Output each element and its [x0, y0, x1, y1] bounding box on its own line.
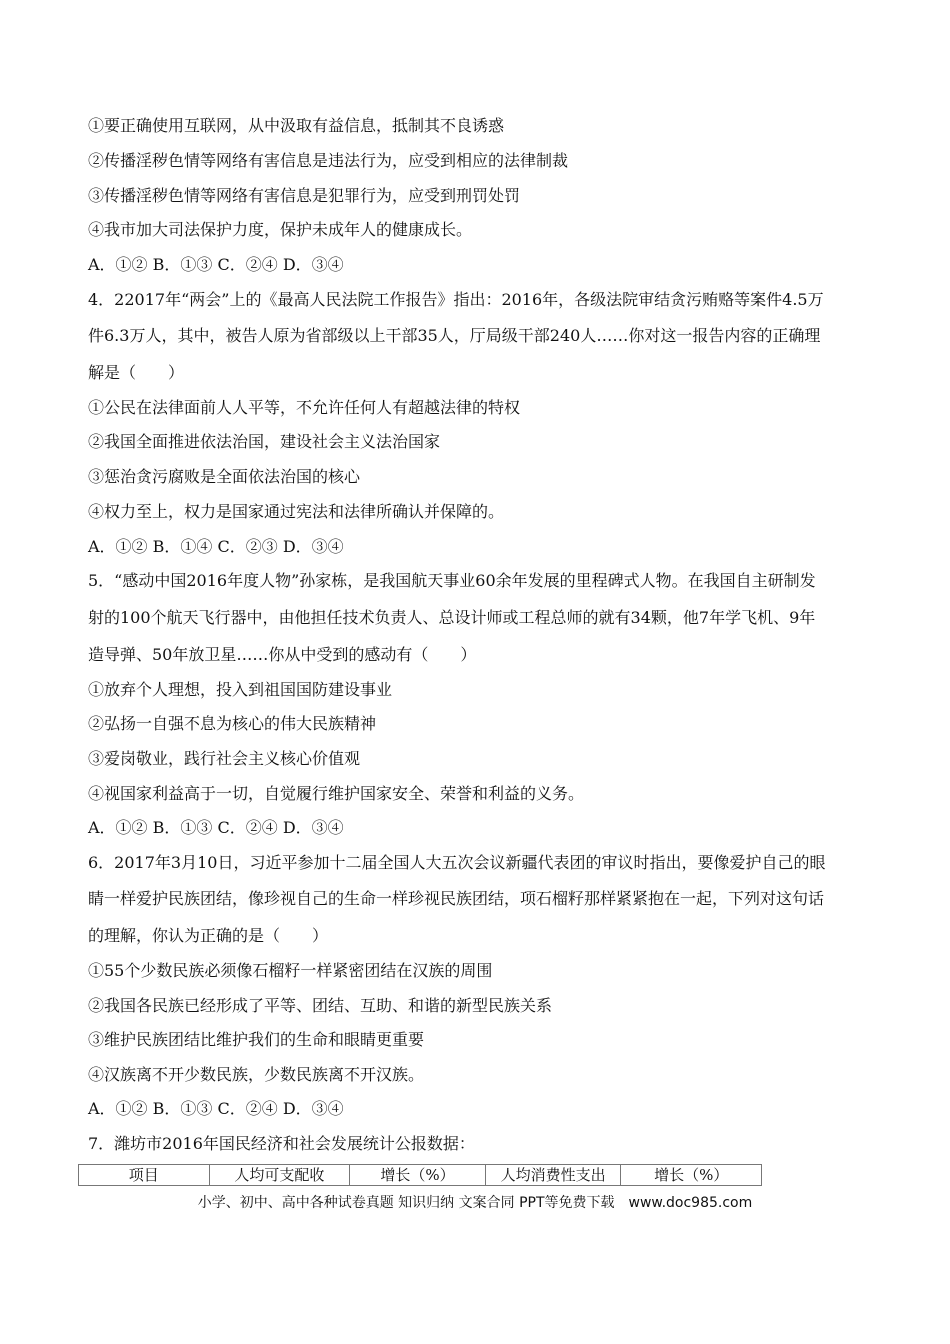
q6-answer-choices: A．①② B．①③ C．②④ D．③④ [88, 1099, 344, 1118]
q5-stem-line-1: 5．“感动中国2016年度人物”孙家栋，是我国航天事业60余年发展的里程碑式人物。在我国自主研制发 [88, 571, 816, 590]
q5-stem-line-2: 射的100个航天飞行器中，由他担任技术负责人、总设计师或工程总师的就有34颗，他7年学飞机、9年 [88, 608, 816, 627]
q5-option-1: ①放弃个人理想，投入到祖国国防建设事业 [88, 680, 393, 699]
q6-option-3: ③维护民族团结比维护我们的生命和眼睛更重要 [88, 1030, 425, 1049]
q5-stem-line-3: 造导弹、50年放卫星……你从中受到的感动有（ ） [88, 645, 477, 664]
q6-stem-line-1: 6．2017年3月10日，习近平参加十二届全国人大五次会议新疆代表团的审议时指出，要像爱护自己的眼 [88, 853, 826, 872]
table-header-cell: 项目 [79, 1165, 210, 1185]
q4-stem-line-3: 解是（ ） [88, 363, 185, 382]
q7-stem: 7．潍坊市2016年国民经济和社会发展统计公报数据： [88, 1134, 475, 1153]
table-header-cell: 增长（%） [350, 1165, 486, 1185]
q4-stem-line-1: 4．22017年“两会”上的《最高人民法院工作报告》指出：2016年，各级法院审结贪污贿赂等案件4.5万 [88, 290, 824, 309]
q3-option-4: ④我市加大司法保护力度，保护未成年人的健康成长。 [88, 220, 473, 239]
q4-option-2: ②我国全面推进依法治国，建设社会主义法治国家 [88, 432, 441, 451]
statistics-table-header [78, 1164, 762, 1186]
page-footer: 小学、初中、高中各种试卷真题 知识归纳 文案合同 PPT等免费下载 www.doc985.com [197, 1195, 753, 1211]
q6-option-1: ①55个少数民族必须像石榴籽一样紧密团结在汉族的周围 [88, 961, 493, 980]
q5-option-4: ④视国家利益高于一切，自觉履行维护国家安全、荣誉和利益的义务。 [88, 784, 585, 803]
q6-option-2: ②我国各民族已经形成了平等、团结、互助、和谐的新型民族关系 [88, 996, 553, 1015]
q4-answer-choices: A．①② B．①④ C．②③ D．③④ [88, 537, 344, 556]
q5-option-2: ②弘扬一自强不息为核心的伟大民族精神 [88, 714, 377, 733]
q4-stem-line-2: 件6.3万人，其中，被告人原为省部级以上干部35人，厅局级干部240人……你对这一报告内容的正确理 [88, 326, 821, 345]
table-header-cell: 增长（%） [654, 1166, 729, 1184]
q4-option-3: ③惩治贪污腐败是全面依法治国的核心 [88, 467, 361, 486]
table-header-cell: 人均可支配收 [210, 1165, 351, 1185]
q6-stem-line-2: 睛一样爱护民族团结，像珍视自己的生命一样珍视民族团结，项石榴籽那样紧紧抱在一起，下列对这句话 [88, 889, 825, 908]
q3-option-3: ③传播淫秽色情等网络有害信息是犯罪行为，应受到刑罚处罚 [88, 186, 521, 205]
q3-option-2: ②传播淫秽色情等网络有害信息是违法行为，应受到相应的法律制裁 [88, 151, 569, 170]
q4-option-1: ①公民在法律面前人人平等，不允许任何人有超越法律的特权 [88, 398, 521, 417]
q6-stem-line-3: 的理解，你认为正确的是（ ） [88, 926, 329, 945]
q5-option-3: ③爱岗敬业，践行社会主义核心价值观 [88, 749, 361, 768]
q6-option-4: ④汉族离不开少数民族，少数民族离不开汉族。 [88, 1065, 425, 1084]
q3-option-1: ①要正确使用互联网，从中汲取有益信息，抵制其不良诱惑 [88, 116, 505, 135]
q3-answer-choices: A．①② B．①③ C．②④ D．③④ [88, 255, 344, 274]
q4-option-4: ④权力至上，权力是国家通过宪法和法律所确认并保障的。 [88, 502, 505, 521]
table-header-cell: 人均消费性支出 [486, 1165, 622, 1185]
q5-answer-choices: A．①② B．①③ C．②④ D．③④ [88, 818, 344, 837]
